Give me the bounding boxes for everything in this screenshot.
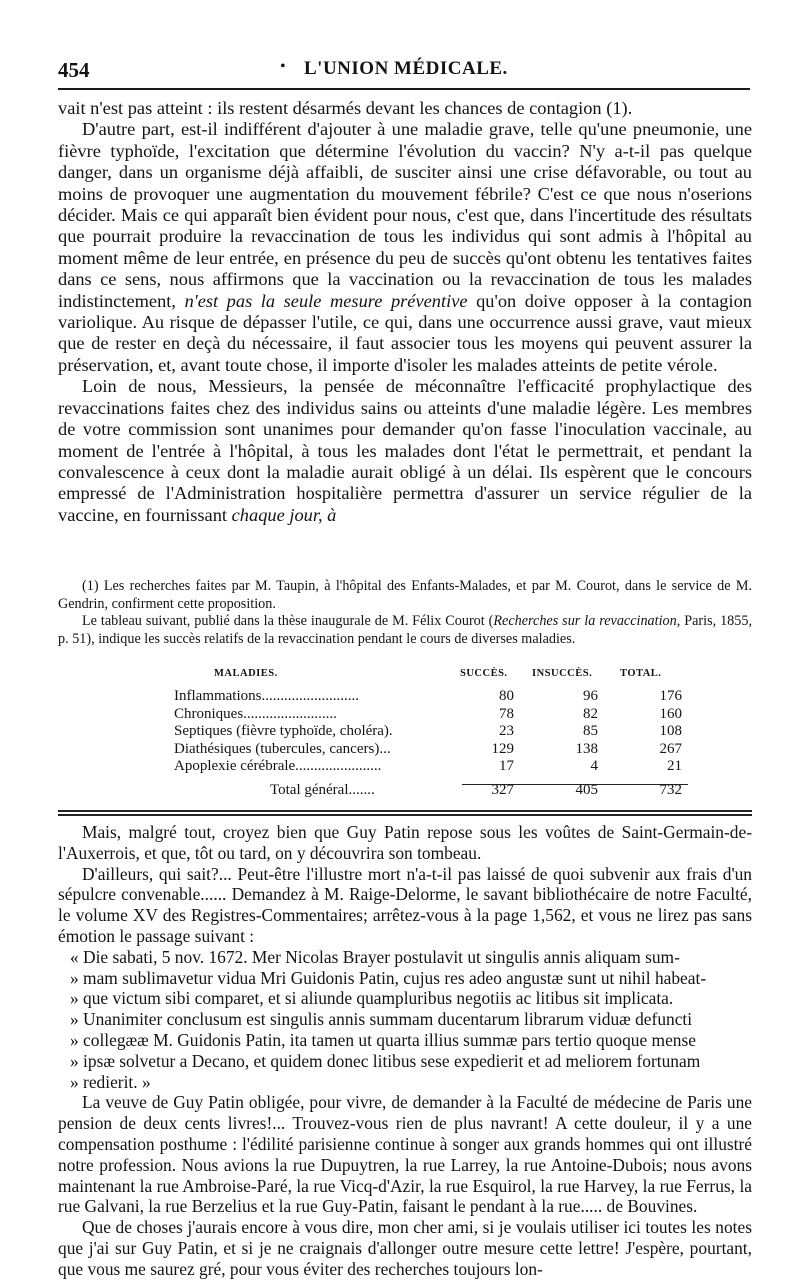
table-cell: 78: [499, 705, 514, 722]
total-label: Total général.......: [270, 781, 375, 798]
quote-line: » que victum sibi comparet, et si aliunde quampluribus negotiis ac litibus sit implicata.: [70, 988, 674, 1009]
page-number: 454: [58, 58, 90, 82]
table-row: [174, 688, 704, 706]
table-row: [174, 706, 704, 724]
text-run: qu'on doive opposer à la contagion variolique. Au risque de dépasser l'utile, ce qui, dans une occurrence aussi grave, vaut mieux que de rester en deçà du nécessaire, il faut associer tous les moyens qui peuvent assurer la préservation, et, avant toute chose, il importe d'isoler les malades atteints de petite vérole.: [58, 290, 753, 375]
feuilleton-body: [58, 822, 752, 1280]
table-cell: 80: [499, 688, 514, 704]
paragraph: vait n'est pas atteint : ils restent désarmés devant les chances de contagion (1).: [58, 98, 633, 118]
paragraph: Mais, malgré tout, croyez bien que Guy Patin repose sous les voûtes de Saint-Germain-de-l'Auxerrois, et que, tôt ou tard, on y découvrira son tombeau.: [58, 822, 752, 863]
table-cell: 160: [659, 705, 682, 722]
table-total-row: [174, 782, 704, 800]
table-cell: 82: [583, 705, 598, 722]
table-row: [174, 723, 704, 741]
table-cell: 108: [659, 723, 682, 740]
table-cell: Inflammations..........................: [174, 688, 359, 704]
table-cell: 85: [583, 723, 598, 740]
table-cell: 4: [590, 758, 598, 775]
quote-line: » Unanimiter conclusum est singulis annis summam ducentarum librarum viduæ defuncti: [70, 1009, 693, 1030]
footnote: [58, 613, 752, 648]
quote-line: » redierit. »: [70, 1071, 151, 1092]
table-cell: Septiques (fièvre typhoïde, choléra).: [174, 723, 393, 740]
latin-quotation: [58, 947, 752, 1093]
revaccination-table: [174, 668, 704, 800]
column-header: TOTAL.: [620, 668, 662, 679]
text-run: Loin de nous, Messieurs, la pensée de méconnaître l'efficacité prophylactique des revaccinations faites chez des individus sains ou atteints d'une maladie légère. Les membres de votre commission sont unanimes pour demander qu'on fasse l'inoculation vaccinale, au moment de l'entrée à l'hôpital, à tous les malades dont l'état le permettrait, et pendant la convalescence à ceux dont la maladie aurait obligé à un délai. Ils espèrent que le concours empressé de l'Administration hospitalière permettra d'assurer un service régulier de la vaccine, en fournissant: [58, 376, 752, 525]
table-cell: 138: [575, 740, 598, 757]
table-cell: 17: [499, 758, 514, 775]
section-rule: [58, 814, 752, 816]
table-cell: Diathésiques (tubercules, cancers)...: [174, 740, 391, 757]
main-body: [58, 98, 752, 526]
table-cell: 23: [499, 723, 514, 740]
section-rule: [58, 810, 752, 812]
table-cell: Chroniques.........................: [174, 705, 337, 722]
paragraph: [58, 119, 752, 376]
paragraph: Que de choses j'aurais encore à vous dire, mon cher ami, si je voulais utiliser ici toutes les notes que j'ai sur Guy Patin, et si je ne craignais d'allonger outre mesure cette lettre! J'espère, pourtant, que vous me saurez gré, pour vous éviter des recherches toujours lon-: [58, 1217, 752, 1279]
quote-line: » mam sublimavetur vidua Mri Guidonis Patin, cujus res adeo angustæ sunt ut nihil habeat-: [70, 967, 707, 988]
paragraph: D'ailleurs, qui sait?... Peut-être l'illustre mort n'a-t-il pas laissé de quoi subvenir aux frais d'un sépulcre convenable...... Demandez à M. Raige-Delorme, le savant bibliothécaire de notre Faculté, le volume XV des Registres-Commentaires; arrêtez-vous à la page 1,562, et vous ne lirez pas sans émotion le passage suivant :: [58, 863, 752, 946]
table-header-row: [174, 668, 704, 688]
italic-text: chaque jour, à: [231, 504, 337, 525]
table-cell: 176: [659, 688, 682, 704]
quote-line: « Die sabati, 5 nov. 1672. Mer Nicolas Brayer postulavit ut singulis annis aliquam sum-: [70, 946, 680, 967]
footnotes: [58, 578, 752, 648]
table-row: [174, 741, 704, 759]
header-rule: [58, 88, 750, 90]
table-cell: 327: [491, 781, 514, 798]
header-separator: •: [280, 58, 286, 75]
table-cell: 96: [583, 688, 598, 704]
page-header: [58, 58, 752, 84]
footnote: (1) Les recherches faites par M. Taupin, à l'hôpital des Enfants-Malades, et par M. Courot, dans le service de M. Gendrin, confirment cette proposition.: [58, 578, 752, 612]
paragraph: La veuve de Guy Patin obligée, pour vivre, de demander à la Faculté de médecine de Paris une pension de deux cents livres!... Trouvez-vous rien de plus navrant! A cette douleur, il y a une compensation posthume : l'édilité parisienne continue à songer aux grands hommes qui ont illustré notre profession. Nous avions la rue Dupuytren, la rue Larrey, la rue Antoine-Dubois; nous avons maintenant la rue Ambroise-Paré, la rue Vicq-d'Azir, la rue Esquirol, la rue Harvey, la rue Ferrus, la rue Galvani, la rue Berzelius et la rue Guy-Patin, faisant le pendant à la rue..... de Bouvines.: [58, 1092, 752, 1217]
paragraph: [58, 376, 752, 526]
quote-line: » collegææ M. Guidonis Patin, ita tamen ut quarta illius summæ pars tertio quoque mense: [70, 1029, 696, 1050]
column-header: MALADIES.: [214, 668, 278, 679]
italic-text: n'est pas la seule mesure préventive: [184, 290, 468, 311]
table-cell: 267: [659, 740, 682, 757]
table-cell: 129: [491, 740, 514, 757]
quote-line: » ipsæ solvetur a Decano, et quidem donec litibus sese expedierit et ad meliorem fortunam: [70, 1050, 701, 1071]
table-cell: 21: [667, 758, 682, 775]
italic-text: Recherches sur la revaccination: [493, 613, 677, 630]
text-run: D'autre part, est-il indifférent d'ajouter à une maladie grave, telle qu'une pneumonie, une fièvre typhoïde, l'excitation que détermine l'évolution du vaccin? N'y a-t-il pas quelque danger, dans un organisme déjà affaibli, de susciter ainsi une crise défavorable, ou tout au moins de provoquer une augmentation du mouvement fébrile? C'est ce que nous n'oserions décider. Mais ce qui apparaît bien évident pour nous, c'est que, dans l'incertitude des résultats que pourrait produire la revaccination de tous les individus qui sont admis à l'hôpital au moment même de leur entrée, en présence du peu de succès qu'ont obtenu les tentatives faites dans ce sens, nous affirmons que la vaccination ou la revaccination de tous les malades indistinctement,: [58, 119, 752, 311]
table-cell: 732: [659, 781, 682, 798]
table-cell: Apoplexie cérébrale.......................: [174, 758, 382, 775]
table-row: [174, 758, 704, 776]
running-title: L'UNION MÉDICALE.: [304, 58, 508, 79]
table-cell: 405: [575, 781, 598, 798]
column-header: SUCCÈS.: [460, 668, 508, 679]
text-run: Le tableau suivant, publié dans la thèse inaugurale de M. Félix Courot (: [82, 613, 494, 630]
column-header: INSUCCÈS.: [532, 668, 593, 679]
text-run: , Paris, 1855, p. 51), indique les succès relatifs de la revaccination pendant le cours de diverses maladies.: [58, 613, 752, 647]
